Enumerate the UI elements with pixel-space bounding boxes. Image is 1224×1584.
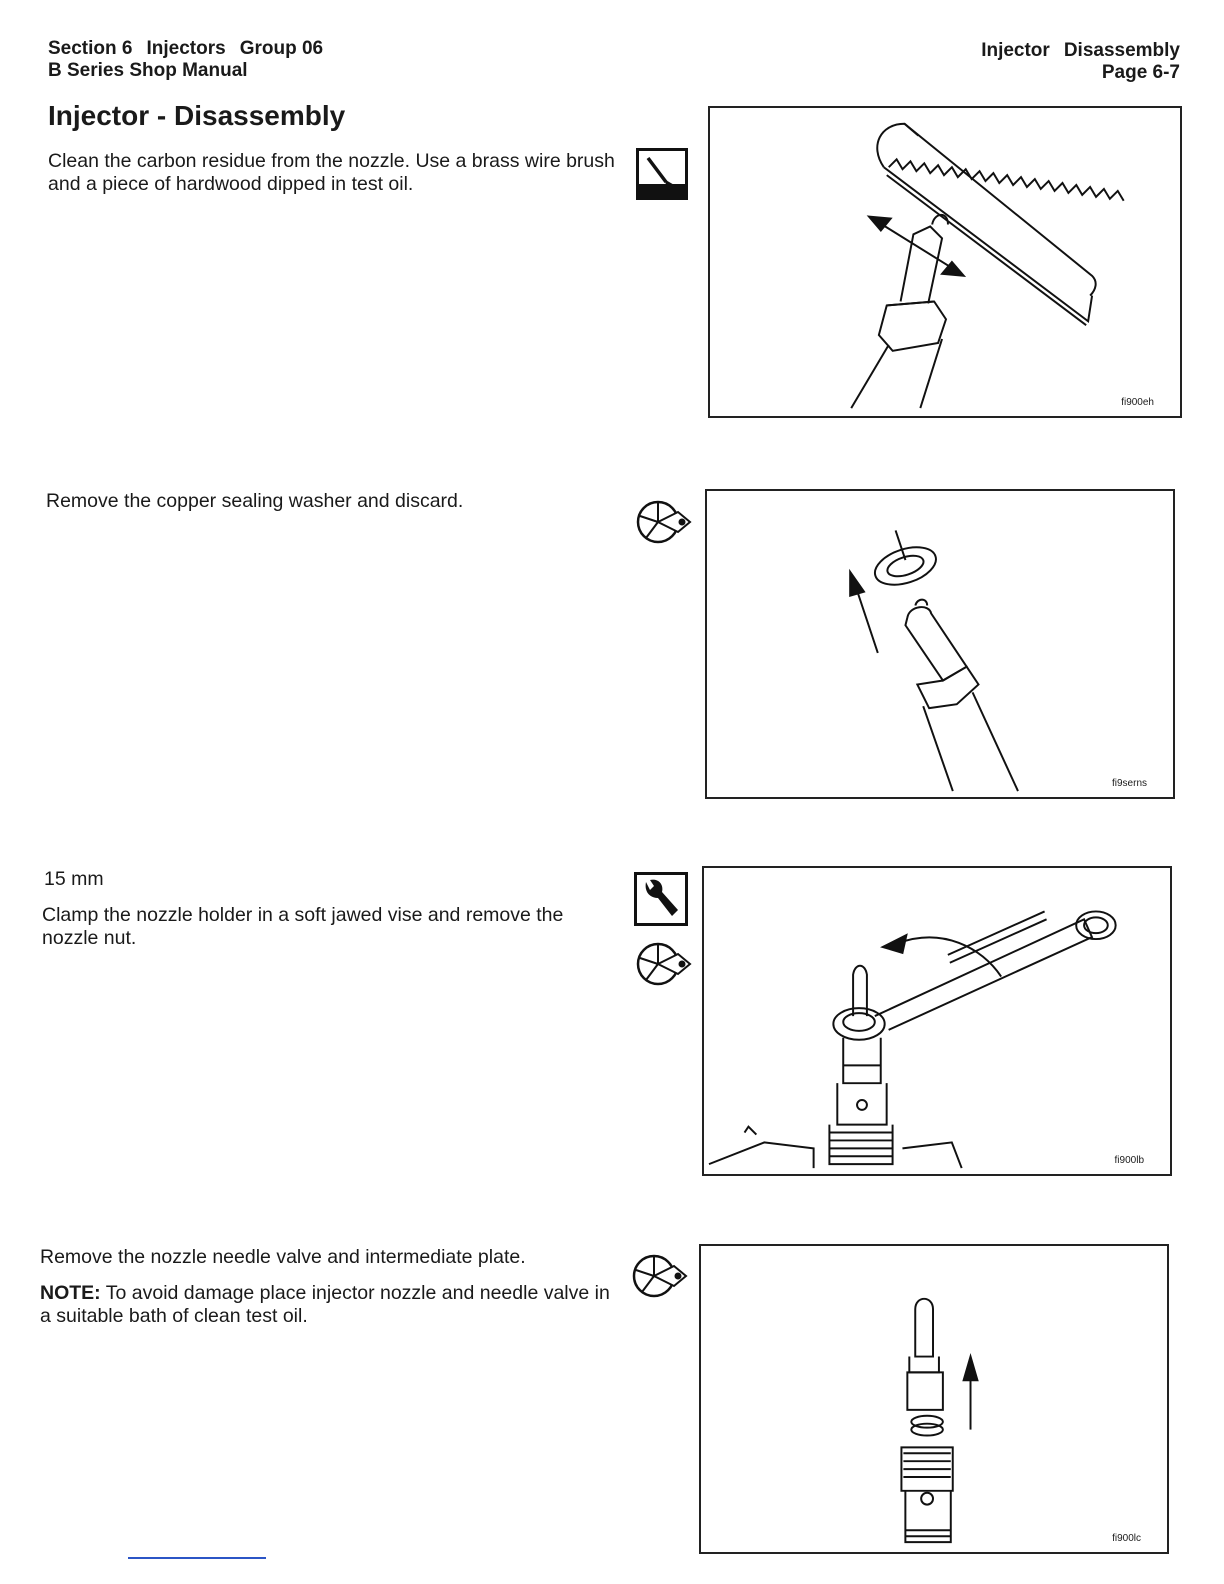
step-1-text: Clean the carbon residue from the nozzle. Use a brass wire brush and a piece of hardwood dipped in test oil. — [48, 150, 615, 195]
header-section: Section 6 — [48, 38, 133, 59]
step-3-text: Clamp the nozzle holder in a soft jawed vise and remove the nozzle nut. — [42, 904, 564, 949]
page-header-right — [981, 40, 1180, 84]
header-page-number: Page 6-7 — [1101, 62, 1180, 83]
figure-remove-nut — [702, 866, 1172, 1176]
figure-id: fi900lb — [1114, 1155, 1144, 1166]
remove-needle-valve-illustration — [701, 1246, 1167, 1552]
remove-washer-illustration — [707, 491, 1173, 797]
page-header-left — [48, 38, 323, 82]
cleaning-icon — [636, 148, 688, 200]
header-topic — [981, 40, 1180, 62]
step-4-note — [40, 1282, 610, 1328]
disassembly-icon — [634, 496, 692, 548]
wrench-icon — [634, 872, 688, 926]
note-text: To avoid damage place injector nozzle and needle valve in a suitable bath of clean test oil. — [40, 1282, 610, 1327]
figure-remove-washer — [705, 489, 1175, 799]
tool-size-label: 15 mm — [44, 868, 104, 890]
header-manual: B Series Shop Manual — [48, 60, 248, 81]
header-chapter: Injectors — [146, 38, 226, 59]
disassembly-icon — [630, 1250, 688, 1302]
header-topic-b: Disassembly — [1063, 40, 1180, 61]
header-line-1 — [48, 38, 323, 60]
clean-nozzle-illustration — [710, 108, 1180, 416]
header-group: Group 06 — [239, 38, 324, 59]
header-topic-a: Injector — [981, 40, 1050, 61]
remove-nozzle-nut-illustration — [704, 868, 1170, 1174]
page-title: Injector - Disassembly — [48, 100, 346, 131]
figure-id: fi900eh — [1121, 397, 1154, 408]
disassembly-icon — [634, 938, 692, 990]
figure-id: fi9serns — [1111, 778, 1147, 789]
step-2-text: Remove the copper sealing washer and discard. — [46, 490, 464, 512]
step-4-text: Remove the nozzle needle valve and intermediate plate. — [40, 1246, 526, 1268]
footer-rule — [128, 1557, 266, 1559]
figure-id: fi900lc — [1112, 1533, 1141, 1544]
note-label: NOTE: — [40, 1282, 101, 1304]
figure-clean-nozzle — [708, 106, 1182, 418]
figure-remove-needle — [699, 1244, 1169, 1554]
